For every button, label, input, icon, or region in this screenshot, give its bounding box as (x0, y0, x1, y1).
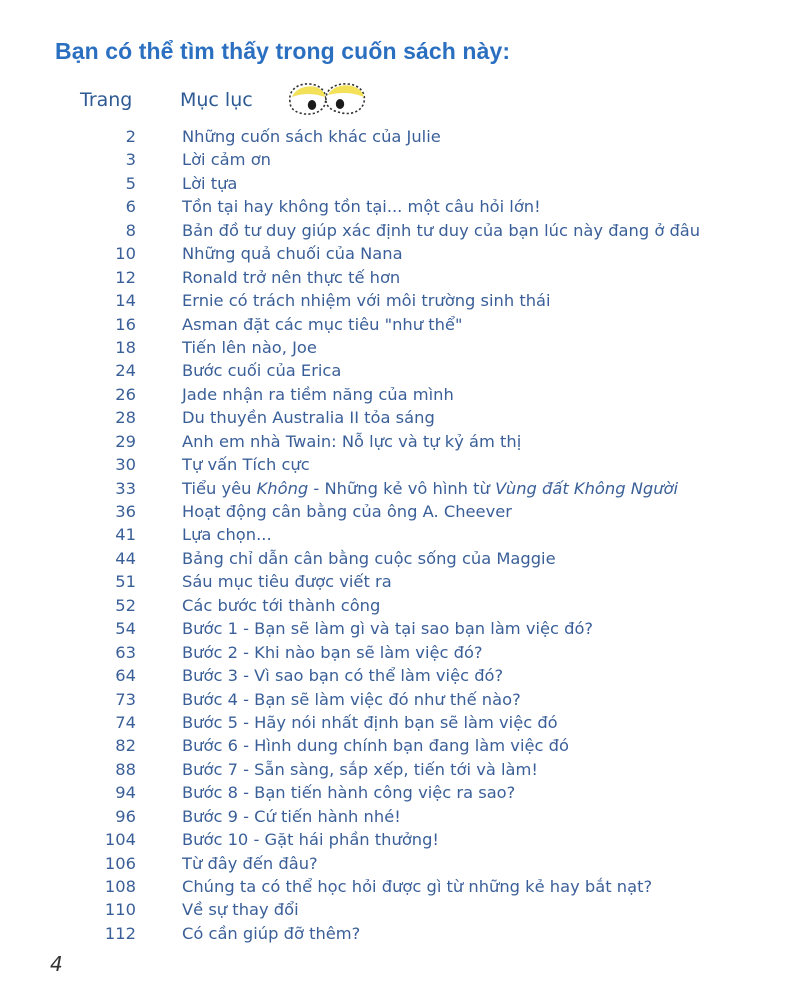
toc-row (0, 477, 800, 500)
toc-row (0, 195, 800, 218)
toc-entry-title: Anh em nhà Twain: Nỗ lực và tự kỷ ám thị (182, 431, 522, 451)
toc-row (0, 523, 800, 546)
toc-entry-title: Từ đây đến đâu? (182, 853, 318, 873)
toc-row (0, 805, 800, 828)
toc-entry-title: Bảng chỉ dẫn cân bằng cuộc sống của Maggie (182, 548, 556, 568)
toc-page-number: 104 (104, 830, 136, 850)
toc-entry-title-part: Tiểu yêu (182, 478, 257, 498)
toc-entry-title (182, 477, 678, 500)
toc-entry-title: Lời tựa (182, 173, 238, 193)
toc-entry-title: Lời cảm ơn (182, 150, 271, 170)
page-number: 4 (50, 952, 63, 976)
toc-row (0, 148, 800, 171)
toc-entry-title: Du thuyền Australia II tỏa sáng (182, 408, 435, 428)
toc-row (0, 383, 800, 406)
toc-row (0, 172, 800, 195)
toc-entry-title: Chúng ta có thể học hỏi được gì từ những kẻ hay bắt nạt? (182, 877, 653, 896)
toc-page-number: 106 (104, 853, 136, 873)
toc-row (0, 406, 800, 429)
toc-entry-title: Tiến lên nào, Joe (182, 337, 317, 357)
toc-entry-title: Bước 8 - Bạn tiến hành công việc ra sao? (182, 783, 516, 803)
toc-page-number: 6 (125, 197, 136, 217)
toc-row (0, 430, 800, 453)
toc-page-number: 12 (115, 267, 136, 287)
toc-row (0, 500, 800, 523)
toc-page-number: 10 (115, 244, 136, 264)
toc-entry-title: Bước 9 - Cứ tiến hành nhé! (182, 806, 401, 826)
toc-row (0, 125, 800, 148)
toc-row (0, 875, 800, 898)
toc-page-number: 16 (115, 314, 136, 334)
toc-entry-title-italic: Vùng đất Không Người (495, 478, 679, 498)
toc-row (0, 547, 800, 570)
toc-page-number: 3 (125, 150, 136, 170)
toc-entry-title: Về sự thay đổi (182, 900, 299, 920)
toc-entry-title: Bước 3 - Vì sao bạn có thể làm việc đó? (182, 666, 504, 686)
toc-entry-title: Bước 7 - Sẵn sàng, sắp xếp, tiến tới và làm! (182, 759, 538, 779)
toc-row (0, 594, 800, 617)
toc-row (0, 313, 800, 336)
toc-page-number: 63 (115, 642, 136, 662)
toc-page-number: 44 (115, 548, 136, 568)
toc-page-number: 28 (115, 408, 136, 428)
toc-page-number: 64 (115, 666, 136, 686)
toc-row (0, 898, 800, 921)
table-of-contents (0, 125, 800, 945)
toc-row (0, 922, 800, 945)
toc-entry-title: Bước 1 - Bạn sẽ làm gì và tại sao bạn làm việc đó? (182, 619, 594, 639)
toc-page-number: 73 (115, 689, 136, 709)
toc-page-number: 30 (115, 455, 136, 475)
toc-page-number: 51 (115, 572, 136, 592)
toc-row (0, 336, 800, 359)
toc-entry-title: Hoạt động cân bằng của ông A. Cheever (182, 502, 512, 521)
toc-row (0, 219, 800, 242)
toc-page-number: 54 (115, 619, 136, 639)
toc-entry-title: Tồn tại hay không tồn tại... một câu hỏi lớn! (182, 197, 541, 217)
toc-entry-title: Jade nhận ra tiềm năng của mình (182, 384, 454, 404)
toc-page-number: 88 (115, 759, 136, 779)
toc-entry-title: Tự vấn Tích cực (182, 455, 310, 475)
toc-row (0, 242, 800, 265)
toc-entry-title: Ronald trở nên thực tế hơn (182, 267, 401, 287)
toc-entry-title: Sáu mục tiêu được viết ra (182, 572, 392, 592)
toc-entry-title: Bước 5 - Hãy nói nhất định bạn sẽ làm việc đó (182, 712, 558, 732)
toc-page-number: 29 (115, 431, 136, 451)
toc-entry-title: Lựa chọn... (182, 525, 272, 545)
toc-page-number: 108 (104, 877, 136, 896)
toc-page-number: 14 (115, 291, 136, 311)
toc-entry-title: Các bước tới thành công (182, 595, 381, 615)
toc-row (0, 828, 800, 851)
toc-entry-title: Bước 6 - Hình dung chính bạn đang làm việc đó (182, 736, 569, 756)
toc-page-number: 110 (104, 900, 136, 920)
toc-row (0, 711, 800, 734)
toc-page-number: 24 (115, 361, 136, 381)
toc-row (0, 289, 800, 312)
column-header-page: Trang (80, 89, 133, 111)
toc-entry-title: Bước cuối của Erica (182, 361, 342, 381)
toc-row (0, 266, 800, 289)
cartoon-eyes-icon (286, 80, 368, 118)
toc-row (0, 781, 800, 804)
toc-row (0, 734, 800, 757)
toc-entry-title: Bước 2 - Khi nào bạn sẽ làm việc đó? (182, 642, 483, 662)
toc-row (0, 641, 800, 664)
toc-entry-title: Asman đặt các mục tiêu "như thể" (182, 314, 463, 334)
toc-row (0, 570, 800, 593)
toc-page-number: 5 (125, 173, 136, 193)
toc-row (0, 453, 800, 476)
toc-page-number: 33 (115, 478, 136, 498)
column-header-toc: Mục lục (180, 89, 253, 111)
toc-entry-title-part: - Những kẻ vô hình từ (308, 478, 496, 498)
toc-page-number: 74 (115, 712, 136, 732)
toc-row (0, 617, 800, 640)
toc-row (0, 688, 800, 711)
toc-entry-title: Ernie có trách nhiệm với môi trường sinh thái (182, 291, 551, 311)
toc-entry-title: Bản đồ tư duy giúp xác định tư duy của bạn lúc này đang ở đâu (182, 220, 701, 240)
toc-entry-title-italic: Không (256, 478, 309, 498)
toc-entry-title: Bước 10 - Gặt hái phần thưởng! (182, 830, 439, 850)
toc-entry-title: Những quả chuối của Nana (182, 244, 403, 264)
toc-page-number: 18 (115, 337, 136, 357)
toc-page-number: 52 (115, 595, 136, 615)
page-title: Bạn có thể tìm thấy trong cuốn sách này: (55, 38, 511, 64)
toc-row (0, 758, 800, 781)
toc-row (0, 359, 800, 382)
toc-page-number: 2 (125, 127, 136, 146)
toc-page-number: 41 (115, 525, 136, 545)
toc-page-number: 96 (115, 806, 136, 826)
toc-entry-title: Có cần giúp đỡ thêm? (182, 923, 361, 943)
toc-page-number: 112 (104, 923, 136, 943)
toc-entry-title: Những cuốn sách khác của Julie (182, 127, 441, 146)
toc-row (0, 664, 800, 687)
toc-page-number: 26 (115, 384, 136, 404)
toc-page-number: 82 (115, 736, 136, 756)
toc-row (0, 852, 800, 875)
toc-entry-title: Bước 4 - Bạn sẽ làm việc đó như thế nào? (182, 689, 521, 709)
toc-page-number: 8 (125, 220, 136, 240)
toc-page-number: 94 (115, 783, 136, 803)
toc-page-number: 36 (115, 502, 136, 521)
